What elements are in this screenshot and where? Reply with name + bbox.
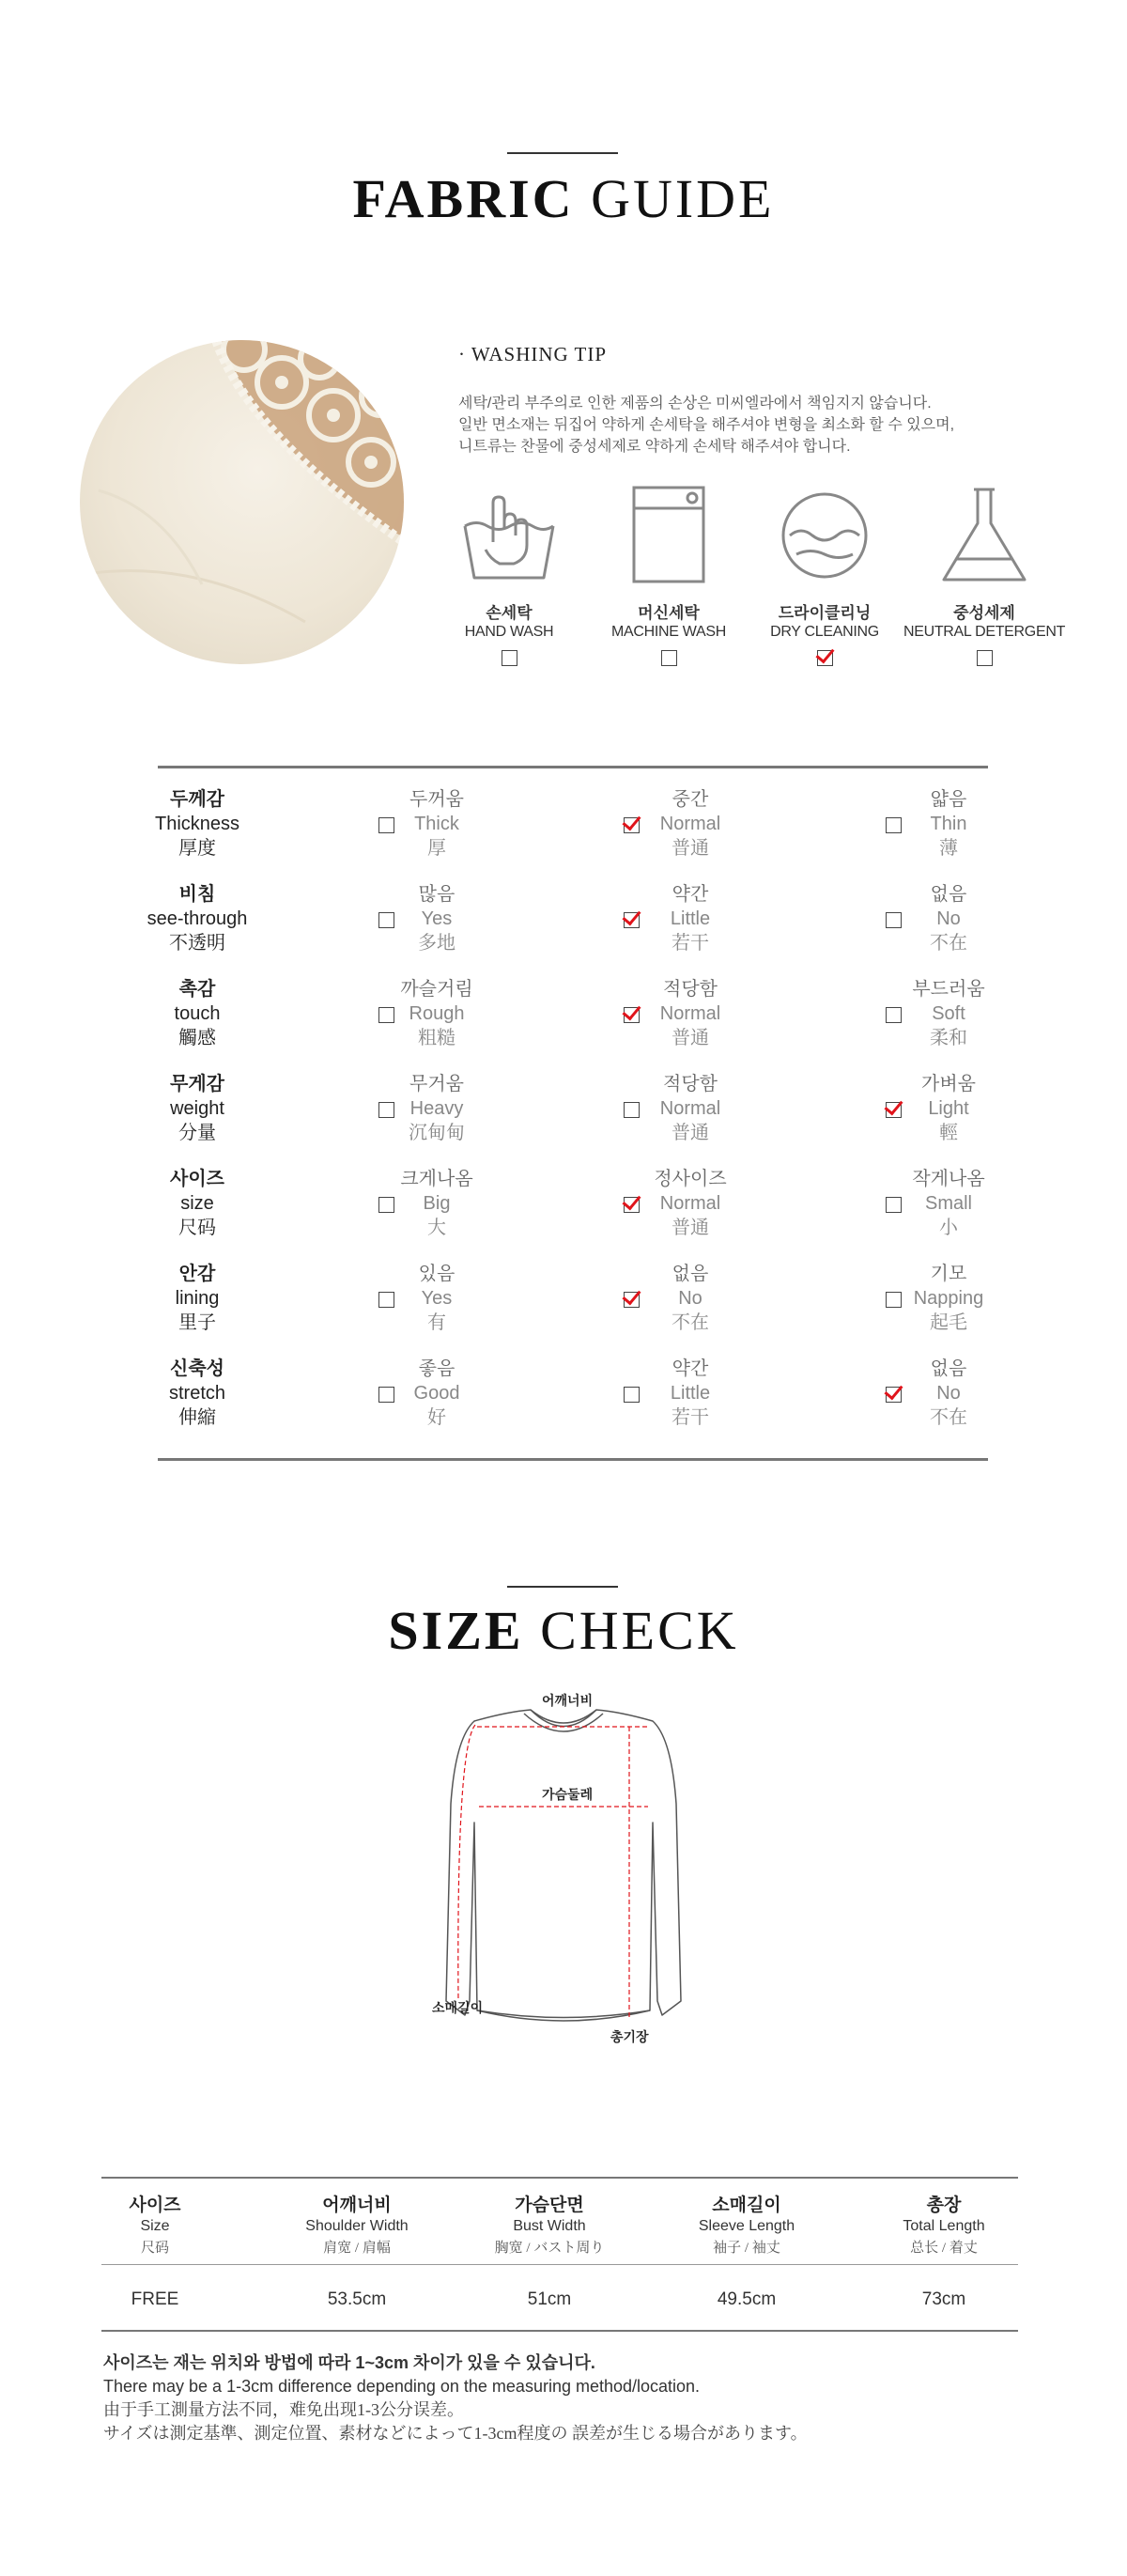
option-label (897, 977, 1000, 1050)
size-cell: 53.5cm (327, 2289, 387, 2309)
size-cell: 49.5cm (717, 2289, 777, 2309)
option-label (385, 882, 488, 955)
option-label-line: 不在 (672, 1312, 709, 1333)
option-label-line: 普通 (672, 838, 709, 859)
option-label (639, 787, 742, 861)
size-column-header (648, 2191, 845, 2257)
dry-cleaning-checkbox[interactable] (817, 650, 833, 666)
option-label-line: 작게나옴 (912, 1169, 985, 1189)
size-column-header (845, 2191, 1042, 2257)
option-label (385, 977, 488, 1050)
fabric-row-label (103, 1167, 291, 1240)
column-header-line: 총장 (926, 2196, 962, 2215)
option-label-line: No (678, 1288, 702, 1309)
column-header-line: 袖子 / 袖丈 (713, 2241, 780, 2256)
washing-desc-line: 세탁/관리 부주의로 인한 제품의 손상은 미씨엘라에서 책임지지 않습니다. (458, 396, 932, 411)
column-header-line: Shoulder Width (305, 2218, 409, 2234)
column-header-line: Bust Width (513, 2218, 586, 2234)
title-rule-top (507, 152, 618, 154)
option-label-line: No (936, 1383, 961, 1404)
option-label-line: Small (924, 1193, 972, 1214)
option-label-line: Heavy (409, 1098, 464, 1119)
size-column-header (451, 2191, 648, 2257)
option-checkbox[interactable] (624, 1197, 640, 1213)
option-label-line: 없음 (672, 1264, 709, 1284)
row-label-line: 里子 (178, 1312, 216, 1333)
column-header-line: 胸宽 / バスト周り (494, 2241, 605, 2256)
option-label-line: 粗糙 (418, 1028, 455, 1048)
shoulder-width-label: 어깨너비 (542, 1693, 594, 1708)
option-checkbox[interactable] (624, 1292, 640, 1308)
size-column-header (258, 2191, 455, 2257)
option-label-line: Normal (659, 1003, 721, 1024)
washing-tip-heading: · WASHING TIP (458, 343, 608, 365)
row-label-line: 觸感 (178, 1028, 216, 1048)
fabric-row (0, 787, 1127, 881)
option-label-line: 若干 (672, 933, 709, 954)
option-label-line: 多地 (418, 933, 455, 954)
row-label-line: 안감 (178, 1264, 216, 1284)
fabric-row-label (103, 787, 291, 861)
option-label (385, 1357, 488, 1430)
sleeve-length-label: 소매길이 (432, 2000, 484, 2015)
option-label (897, 1262, 1000, 1335)
note-line: 사이즈는 재는 위치와 방법에 따라 1~3cm 차이가 있을 수 있습니다. (103, 2353, 595, 2372)
option-label-line: 가벼움 (921, 1074, 976, 1094)
option-label (897, 1072, 1000, 1145)
option-label-line: Thin (930, 814, 967, 834)
option-label-line: No (936, 908, 961, 929)
option-label-line: Napping (913, 1288, 984, 1309)
option-label-line: Light (928, 1098, 969, 1119)
option-label-line: Normal (659, 1193, 721, 1214)
machine-wash-checkbox[interactable] (661, 650, 677, 666)
option-label-line: Thick (414, 814, 459, 834)
fabric-guide-title (0, 167, 1127, 230)
fabric-photo (80, 340, 404, 664)
option-label-line: 약간 (672, 884, 709, 905)
size-table-header-rule (101, 2264, 1018, 2265)
option-label (897, 787, 1000, 861)
hand-wash-icon (457, 484, 561, 587)
option-label-line: 적당함 (663, 979, 718, 1000)
fabric-table-top-rule (158, 766, 988, 768)
washing-desc-line: 니트류는 찬물에 중성세제로 약하게 손세탁 해주셔야 합니다. (458, 439, 851, 455)
option-label-line: 까슬거림 (400, 979, 473, 1000)
fabric-row-label (103, 1357, 291, 1430)
option-label (385, 787, 488, 861)
bust-label: 가슴둘레 (542, 1787, 594, 1802)
total-length-label: 총기장 (610, 2029, 649, 2044)
note-line: There may be a 1-3cm difference depending on the measuring method/location. (103, 2377, 701, 2396)
size-cell: FREE (131, 2289, 179, 2309)
option-label (897, 1357, 1000, 1430)
option-label-line: 무거움 (409, 1074, 464, 1094)
note-line: 由于手工測量方法不同，难免出现1-3公分误差。 (103, 2400, 464, 2419)
column-header-line: Total Length (903, 2218, 985, 2234)
option-label-line: Big (423, 1193, 451, 1214)
fabric-row (0, 1357, 1127, 1451)
option-label-line: 小 (939, 1218, 958, 1238)
column-header-line: 总长 / 着丈 (910, 2241, 978, 2256)
wash-kr-label: 중성세제 (953, 604, 1015, 622)
wash-item-hand-wash (425, 484, 594, 671)
size-title-rule-top (507, 1586, 618, 1588)
neutral-detergent-icon (933, 484, 1036, 587)
option-label-line: 두꺼움 (409, 789, 464, 810)
wash-en-label: DRY CLEANING (770, 624, 879, 640)
option-label (897, 1167, 1000, 1240)
option-label-line: 柔和 (930, 1028, 967, 1048)
title-light: GUIDE (591, 168, 775, 229)
option-label-line: 普通 (672, 1028, 709, 1048)
option-label-line: 부드러움 (912, 979, 985, 1000)
option-label-line: 大 (427, 1218, 446, 1238)
wash-item-machine-wash (584, 484, 753, 671)
option-label-line: 起毛 (930, 1312, 967, 1333)
row-label-line: 尺码 (178, 1218, 216, 1238)
option-label-line: 不在 (930, 933, 967, 954)
size-table-bottom-rule (101, 2330, 1018, 2332)
size-title-bold: SIZE (388, 1600, 524, 1661)
option-checkbox[interactable] (624, 1387, 640, 1403)
option-label-line: 있음 (418, 1264, 455, 1284)
option-label-line: Yes (421, 908, 453, 929)
option-label-line: Rough (409, 1003, 465, 1024)
option-label-line: 沉甸甸 (409, 1123, 465, 1143)
row-label-line: 촉감 (178, 979, 216, 1000)
option-label (639, 1167, 742, 1240)
wash-item-neutral-detergent (900, 484, 1069, 671)
dry-cleaning-icon (773, 484, 876, 587)
row-label-line: 비침 (178, 884, 216, 905)
column-header-line: 尺码 (140, 2241, 169, 2256)
option-label-line: 厚 (427, 838, 446, 859)
option-label (639, 1262, 742, 1335)
size-title-light: CHECK (540, 1600, 739, 1661)
option-checkbox[interactable] (624, 1007, 640, 1023)
option-label (385, 1167, 488, 1240)
option-label-line: Little (670, 1383, 711, 1404)
option-checkbox[interactable] (624, 817, 640, 833)
option-label-line: Yes (421, 1288, 453, 1309)
machine-wash-icon (617, 484, 720, 587)
row-label-line: size (180, 1193, 214, 1214)
lace-pattern-image (80, 340, 404, 664)
column-header-line: 사이즈 (129, 2196, 181, 2215)
row-label-line: 厚度 (178, 838, 216, 859)
option-label-line: 普通 (672, 1218, 709, 1238)
column-header-line: 어깨너비 (322, 2196, 392, 2215)
size-column-header (56, 2191, 254, 2257)
option-label-line: 좋음 (418, 1358, 455, 1379)
size-cell: 51cm (527, 2289, 572, 2309)
option-label-line: 輕 (939, 1123, 958, 1143)
row-label-line: stretch (168, 1383, 226, 1404)
option-label-line: 有 (427, 1312, 446, 1333)
washing-desc-line: 일반 면소재는 뒤집어 약하게 손세탁을 해주셔야 변형을 최소화 할 수 있으며, (458, 417, 955, 433)
row-label-line: touch (174, 1003, 221, 1024)
fabric-row (0, 1262, 1127, 1356)
option-label-line: 기모 (930, 1264, 967, 1284)
wash-kr-label: 손세탁 (486, 604, 533, 622)
size-diagram (413, 1691, 714, 2057)
option-label-line: 없음 (930, 884, 967, 905)
row-label-line: 신축성 (170, 1358, 224, 1379)
option-label (639, 882, 742, 955)
option-label (385, 1262, 488, 1335)
option-label-line: Soft (932, 1003, 965, 1024)
option-label (897, 882, 1000, 955)
row-label-line: 不透明 (169, 933, 225, 954)
option-label-line: 크게나옴 (400, 1169, 473, 1189)
fabric-row (0, 1167, 1127, 1261)
wash-en-label: NEUTRAL DETERGENT (903, 624, 1066, 640)
fabric-row-label (103, 1072, 291, 1145)
row-label-line: 두께감 (170, 789, 224, 810)
column-header-line: 肩宽 / 肩幅 (323, 2241, 391, 2256)
option-label (639, 977, 742, 1050)
option-label-line: 不在 (930, 1407, 967, 1428)
note-line: サイズは測定基準、測定位置、素材などによって1-3cm程度の 誤差が生じる場合があります。 (103, 2424, 808, 2443)
column-header-line: 소매길이 (712, 2196, 781, 2215)
option-label-line: Normal (659, 1098, 721, 1119)
option-label-line: 없음 (930, 1358, 967, 1379)
fabric-row (0, 977, 1127, 1071)
option-label (385, 1072, 488, 1145)
wash-en-label: HAND WASH (464, 624, 554, 640)
wash-item-dry-cleaning (740, 484, 909, 671)
fabric-row (0, 882, 1127, 976)
fabric-row-label (103, 977, 291, 1050)
row-label-line: Thickness (154, 814, 240, 834)
option-label-line: 普通 (672, 1123, 709, 1143)
option-label (639, 1072, 742, 1145)
size-table-top-rule (101, 2177, 1018, 2179)
option-label-line: 정사이즈 (654, 1169, 727, 1189)
option-label-line: 好 (427, 1407, 446, 1428)
column-header-line: Sleeve Length (698, 2218, 795, 2234)
size-notes (103, 2351, 1042, 2445)
option-label-line: 若干 (672, 1407, 709, 1428)
size-check-title (0, 1599, 1127, 1662)
row-label-line: see-through (147, 908, 248, 929)
column-header-line: Size (140, 2218, 170, 2234)
option-checkbox[interactable] (624, 912, 640, 928)
option-checkbox[interactable] (624, 1102, 640, 1118)
option-label-line: 중간 (672, 789, 709, 810)
row-label-line: 分量 (178, 1123, 216, 1143)
row-label-line: 사이즈 (170, 1169, 224, 1189)
option-label-line: 약간 (672, 1358, 709, 1379)
option-label (639, 1357, 742, 1430)
washing-description (458, 393, 1022, 458)
wash-kr-label: 드라이클리닝 (778, 604, 872, 622)
option-label-line: Normal (659, 814, 721, 834)
option-label-line: 薄 (939, 838, 958, 859)
row-label-line: 무게감 (170, 1074, 224, 1094)
option-label-line: 적당함 (663, 1074, 718, 1094)
fabric-row-label (103, 882, 291, 955)
option-label-line: Good (413, 1383, 460, 1404)
option-label-line: 많음 (418, 884, 455, 905)
option-label-line: 얇음 (930, 789, 967, 810)
row-label-line: 伸縮 (178, 1407, 216, 1428)
column-header-line: 가슴단면 (515, 2196, 584, 2215)
neutral-detergent-checkbox[interactable] (977, 650, 993, 666)
fabric-row-label (103, 1262, 291, 1335)
row-label-line: weight (170, 1098, 224, 1119)
option-label-line: Little (670, 908, 711, 929)
fabric-row (0, 1072, 1127, 1166)
title-bold: FABRIC (352, 168, 575, 229)
fabric-table-bottom-rule (158, 1458, 988, 1461)
size-cell: 73cm (921, 2289, 966, 2309)
hand-wash-checkbox[interactable] (502, 650, 517, 666)
wash-en-label: MACHINE WASH (610, 624, 727, 640)
row-label-line: lining (175, 1288, 220, 1309)
wash-kr-label: 머신세탁 (638, 604, 700, 622)
